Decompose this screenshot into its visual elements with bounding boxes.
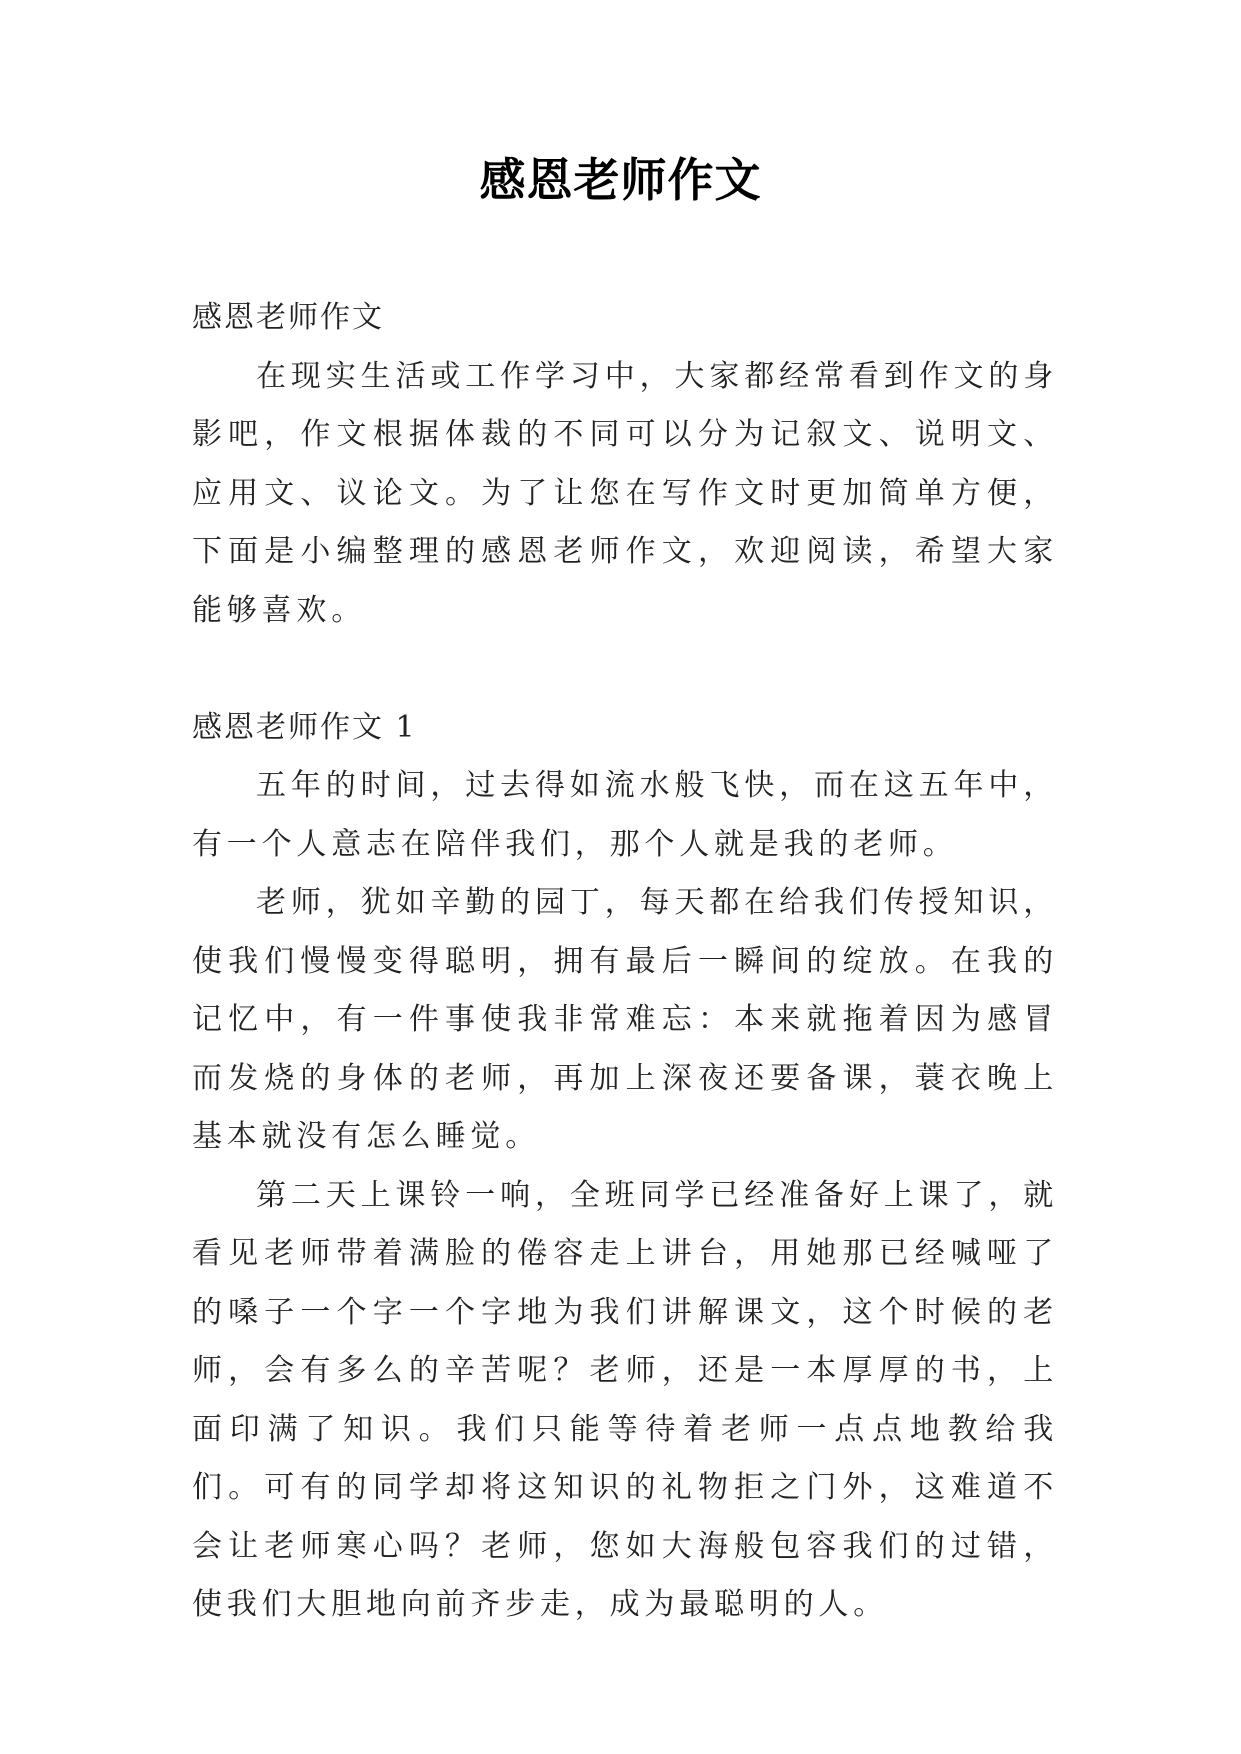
document-body	[192, 289, 1058, 1635]
section-1-paragraph-2: 老师，犹如辛勤的园丁，每天都在给我们传授知识，使我们慢慢变得聪明，拥有最后一瞬间的绽放。在我的记忆中，有一件事使我非常难忘：本来就拖着因为感冒而发烧的身体的老师，再加上深夜还要备课，蓑衣晚上基本就没有怎么睡觉。	[192, 885, 1058, 1154]
intro-heading: 感恩老师作文	[192, 300, 384, 335]
section-1-paragraph-3: 第二天上课铃一响，全班同学已经准备好上课了，就看见老师带着满脸的倦容走上讲台，用她那已经喊哑了的嗓子一个字一个字地为我们讲解课文，这个时候的老师，会有多么的辛苦呢？老师，还是一本厚厚的书，上面印满了知识。我们只能等待着老师一点点地教给我们。可有的同学却将这知识的礼物拒之门外，这难道不会让老师寒心吗？老师，您如大海般包容我们的过错，使我们大胆地向前齐步走，成为最聪明的人。	[192, 1177, 1058, 1622]
section-spacer	[192, 640, 1058, 699]
intro-paragraph: 在现实生活或工作学习中，大家都经常看到作文的身影吧，作文根据体裁的不同可以分为记叙文、说明文、应用文、议论文。为了让您在写作文时更加简单方便，下面是小编整理的感恩老师作文，欢迎阅读，希望大家能够喜欢。	[192, 358, 1058, 628]
document-title: 感恩老师作文	[479, 153, 762, 207]
section-1-paragraph-1: 五年的时间，过去得如流水般飞快，而在这五年中，有一个人意志在陪伴我们，那个人就是我的老师。	[192, 768, 1058, 862]
section-1-heading: 感恩老师作文 1	[192, 709, 417, 745]
